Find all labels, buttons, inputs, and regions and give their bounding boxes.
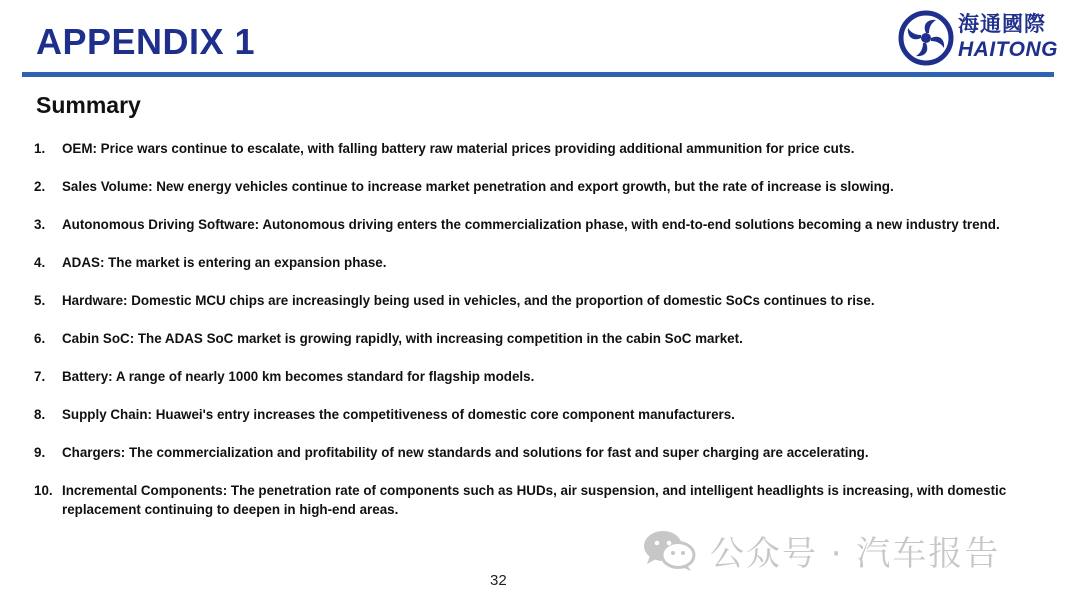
item-text: Chargers: The commercialization and profitability of new standards and solutions for fast and super charging are accelerating. xyxy=(62,445,869,460)
item-text: Incremental Components: The penetration rate of components such as HUDs, air suspension, and intelligent headlights is increasing, with domestic replacement continuing to deepen in high-end areas. xyxy=(62,483,1007,517)
summary-item-4 xyxy=(34,253,1044,272)
item-number: 4. xyxy=(34,255,46,270)
item-number: 3. xyxy=(34,217,46,232)
summary-item-7 xyxy=(34,367,1044,386)
summary-item-2 xyxy=(34,177,1044,196)
item-text: Battery: A range of nearly 1000 km becomes standard for flagship models. xyxy=(62,369,535,384)
summary-item-9 xyxy=(34,443,1044,462)
summary-item-10 xyxy=(34,481,1044,519)
item-text: Cabin SoC: The ADAS SoC market is growing rapidly, with increasing competition in the cabin SoC market. xyxy=(62,331,743,346)
summary-item-3 xyxy=(34,215,1044,234)
haitong-logo-icon xyxy=(898,10,954,66)
item-number: 7. xyxy=(34,369,46,384)
summary-item-5 xyxy=(34,291,1044,310)
summary-list xyxy=(34,139,1044,538)
item-number: 1. xyxy=(34,141,46,156)
item-text: ADAS: The market is entering an expansion phase. xyxy=(62,255,387,270)
summary-item-6 xyxy=(34,329,1044,348)
page-number: 32 xyxy=(490,572,507,589)
item-text: Hardware: Domestic MCU chips are increasingly being used in vehicles, and the proportion of domestic SoCs continues to rise. xyxy=(62,293,875,308)
wechat-watermark xyxy=(642,526,1042,574)
item-number: 9. xyxy=(34,445,46,460)
logo-chinese-name: 海通國際 xyxy=(958,13,1046,36)
item-number: 6. xyxy=(34,331,46,346)
header-divider xyxy=(22,72,1054,77)
item-text: Autonomous Driving Software: Autonomous driving enters the commercialization phase, with end-to-end solutions becoming a new industry trend. xyxy=(62,217,1000,232)
item-text: OEM: Price wars continue to escalate, with falling battery raw material prices providing additional ammunition for price cuts. xyxy=(62,141,855,156)
summary-heading: Summary xyxy=(36,92,141,118)
item-number: 8. xyxy=(34,407,46,422)
slide-title: APPENDIX 1 xyxy=(36,21,256,62)
item-number: 10. xyxy=(34,483,53,498)
watermark-text: 公众号 · 汽车报告 xyxy=(710,533,1001,574)
wechat-icon xyxy=(642,528,696,572)
item-number: 5. xyxy=(34,293,46,308)
item-number: 2. xyxy=(34,179,46,194)
item-text: Supply Chain: Huawei's entry increases the competitiveness of domestic core component manufacturers. xyxy=(62,407,735,422)
summary-item-1 xyxy=(34,139,1044,158)
item-text: Sales Volume: New energy vehicles continue to increase market penetration and export growth, but the rate of increase is slowing. xyxy=(62,179,894,194)
logo-english-name: HAITONG xyxy=(958,38,1058,61)
summary-item-8 xyxy=(34,405,1044,424)
haitong-logo xyxy=(898,8,1068,68)
